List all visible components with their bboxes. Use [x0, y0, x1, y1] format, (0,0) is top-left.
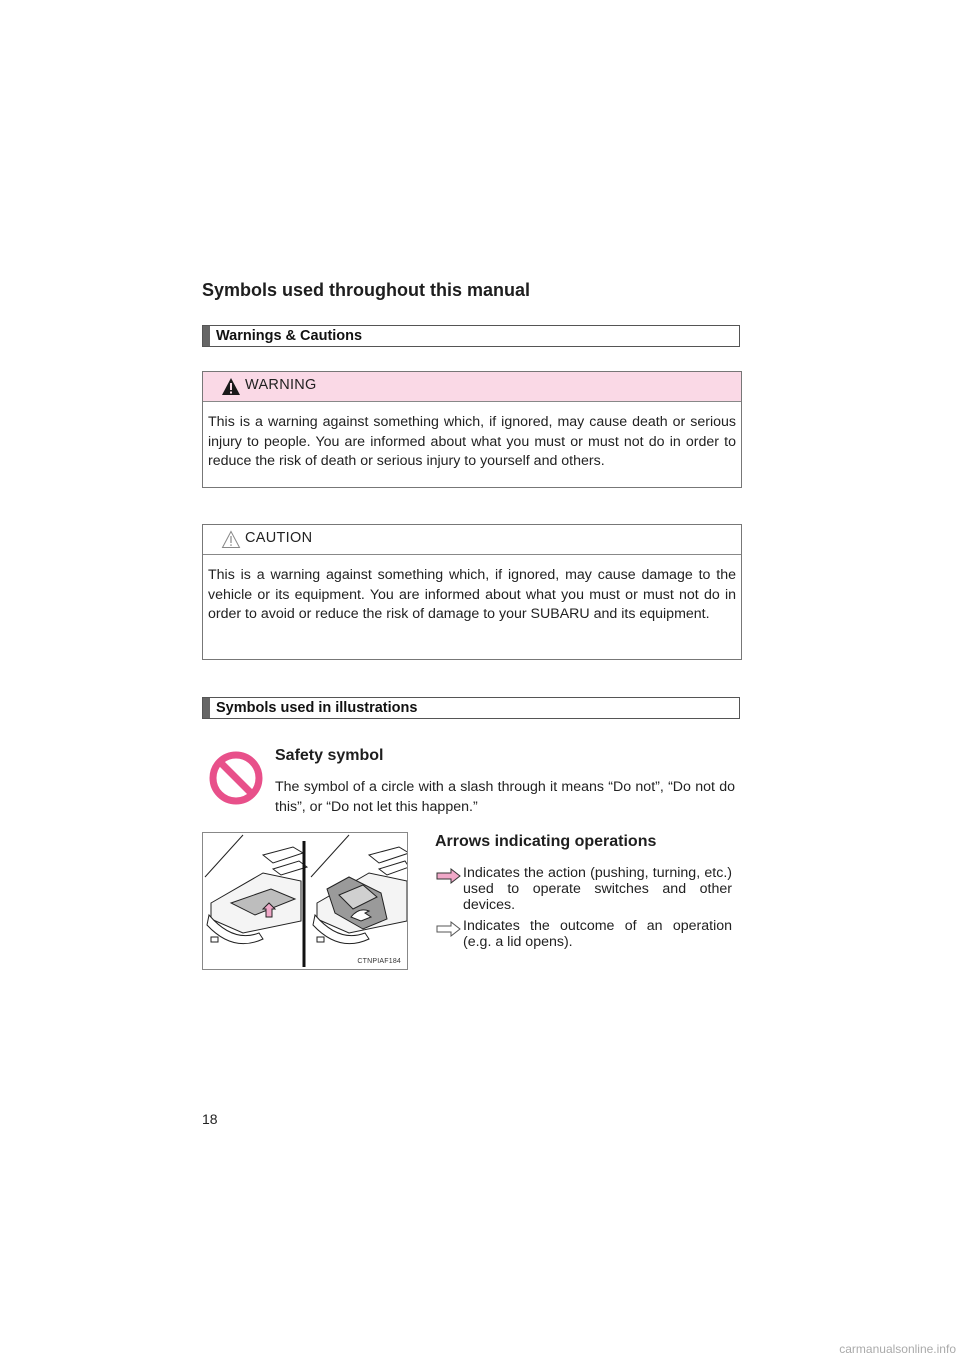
warning-header	[203, 372, 741, 402]
action-arrow-row	[436, 865, 732, 913]
caution-triangle-icon	[221, 530, 241, 549]
figure-code: CTNPIAF184	[357, 958, 401, 965]
section-bar-mark	[203, 698, 210, 718]
filled-arrow-icon	[436, 868, 462, 884]
section-bar-mark	[203, 326, 210, 346]
warning-box	[202, 371, 742, 488]
section-heading-illustrations	[202, 697, 740, 719]
caution-label: CAUTION	[245, 530, 313, 546]
action-arrow-text: Indicates the action (pushing, turning, etc.) used to operate switches and other devices.	[463, 865, 732, 913]
section-heading-warnings	[202, 325, 740, 347]
safety-symbol-title: Safety symbol	[275, 747, 384, 764]
page-number: 18	[202, 1111, 218, 1127]
overhead-console-drawing	[203, 833, 408, 970]
caution-box	[202, 524, 742, 660]
caution-header	[203, 525, 741, 555]
caution-text: This is a warning against something which, if ignored, may cause damage to the vehicle or its equipment. You are informed about what you must or must not do in order to avoid or reduce the risk of damage to your SUBARU and its equipment.	[208, 567, 736, 622]
prohibition-icon	[208, 750, 264, 806]
section-heading-text: Symbols used in illustrations	[216, 700, 418, 716]
watermark: carmanualsonline.info	[839, 1342, 956, 1356]
outcome-arrow-text: Indicates the outcome of an operation (e.g. a lid opens).	[463, 918, 732, 950]
warning-text: This is a warning against something which, if ignored, may cause death or serious injury to people. You are informed about what you must or must not do in order to reduce the risk of death or serious injury to yourself and others.	[208, 414, 736, 469]
page-title: Symbols used throughout this manual	[202, 280, 531, 300]
section-heading-text: Warnings & Cautions	[216, 328, 363, 344]
safety-symbol-text: The symbol of a circle with a slash through it means “Do not”, “Do not do this”, or “Do not let this happen.”	[275, 779, 735, 815]
outline-arrow-icon	[436, 921, 462, 937]
warning-label: WARNING	[245, 377, 317, 393]
mirror-illustration	[202, 832, 408, 970]
warning-triangle-icon	[221, 377, 241, 396]
outcome-arrow-row	[436, 918, 732, 950]
arrows-title: Arrows indicating operations	[435, 833, 657, 850]
